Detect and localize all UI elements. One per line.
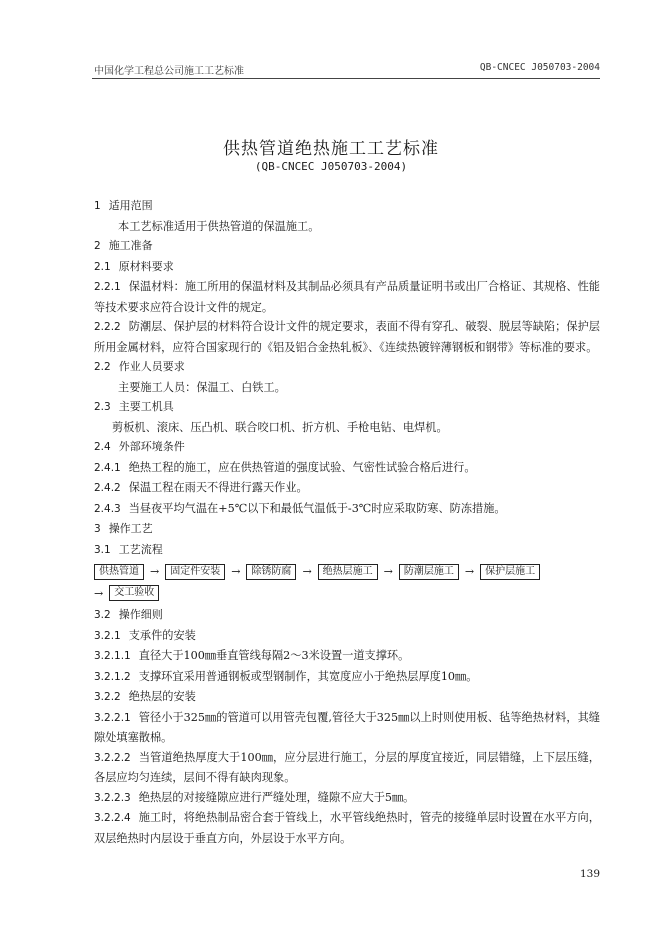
page-number: 139 [579, 868, 600, 880]
paragraph: 主要施工人员：保温工、白铁工。 [118, 380, 286, 394]
paragraph: 3.2.2.3 绝热层的对接缝隙应进行严缝处理，缝隙不应大于5㎜。 [94, 790, 415, 804]
paragraph: 3.2.2.4 施工时，将绝热制品密合套于管线上，水平管线绝热时，管壳的接缝单层时设置在水平方向，双层绝热时内层设于垂直方向，外层设于水平方向。 [94, 811, 600, 845]
header-rule [92, 78, 600, 79]
arrow-right-icon: → [383, 565, 393, 578]
document-code: (QB-CNCEC J050703-2004) [254, 160, 408, 173]
paragraph: 3.2.2.1 管径小于325㎜的管道可以用管壳包覆,管径大于325㎜以上时则使用板、毡等绝热材料，其缝隙处填塞散棉。 [94, 710, 600, 744]
section-heading: 3.2 操作细则 [94, 608, 163, 621]
arrow-right-icon: → [464, 565, 475, 578]
paragraph: 2.4.3 当昼夜平均气温在+5℃以下和最低气温低于-3℃时应采取防寒、防冻措施。 [94, 501, 506, 515]
paragraph: 本工艺标准适用于供热管道的保温施工。 [118, 219, 320, 233]
flow-step: 除锈防腐 [246, 564, 296, 580]
paragraph: 2.2.1 保温材料：施工所用的保温材料及其制品必须具有产品质量证明书或出厂合格证、其规格、性能等技术要求应符合设计文件的规定。 [94, 280, 600, 314]
section-heading: 1 适用范围 [94, 199, 153, 212]
paragraph: 2.2.2 防潮层、保护层的材料符合设计文件的规定要求，表面不得有穿孔、破裂、脱层等缺陷；保护层所用金属材料，应符合国家现行的《铝及铝合金热轧板》、《连续热镀锌薄钢板和钢带》等标准的要求。 [94, 320, 600, 354]
section-heading: 2.4 外部环境条件 [94, 440, 185, 453]
running-header-right: QB-CNCEC J050703-2004 [479, 62, 600, 73]
section-heading: 2 施工准备 [94, 239, 153, 252]
section-heading: 2.3 主要工机具 [94, 400, 174, 413]
flow-step: 供热管道 [94, 564, 144, 580]
section-heading: 2.1 原材料要求 [94, 259, 174, 273]
arrow-right-icon: → [302, 565, 312, 578]
section-heading: 3.1 工艺流程 [94, 542, 163, 556]
process-flow-continued [94, 584, 600, 604]
flow-step: 固定件安装 [165, 564, 225, 580]
flow-step: 保护层施工 [480, 564, 540, 580]
flow-step: 防潮层施工 [399, 564, 459, 580]
paragraph: 剪板机、滚床、压凸机、联合咬口机、折方机、手枪电钻、电焊机。 [112, 420, 448, 434]
paragraph: 3.2.1.2 支撑环宜采用普通钢板或型钢制作，其宽度应小于绝热层厚度10㎜。 [94, 669, 478, 683]
arrow-right-icon: → [231, 565, 241, 578]
paragraph: 3.2.2.2 当管道绝热厚度大于100㎜，应分层进行施工，分层的厚度宜接近，同层错缝，上下层压缝，各层应均匀连续，层间不得有缺肉现象。 [94, 750, 600, 784]
paragraph: 2.4.2 保温工程在雨天不得进行露天作业。 [94, 481, 308, 494]
document-body [94, 196, 600, 848]
arrow-right-icon: → [150, 565, 160, 578]
arrow-right-icon: → [94, 586, 104, 600]
paragraph: 2.4.1 绝热工程的施工，应在供热管道的强度试验、气密性试验合格后进行。 [94, 460, 476, 474]
section-heading: 2.2 作业人员要求 [94, 360, 185, 373]
flow-step: 交工验收 [109, 585, 159, 601]
section-heading: 3 操作工艺 [94, 522, 153, 535]
flow-step: 绝热层施工 [318, 564, 378, 580]
paragraph: 3.2.2 绝热层的安装 [94, 690, 196, 703]
paragraph: 3.2.1 支承件的安装 [94, 628, 196, 642]
paragraph: 3.2.1.1 直径大于100㎜垂直管线每隔2～3米设置一道支撑环。 [94, 649, 410, 662]
process-flow [94, 562, 600, 582]
document-title: 供热管道绝热施工工艺标准 [223, 139, 439, 159]
running-header-left: 中国化学工程总公司施工工艺标准 [94, 66, 244, 77]
